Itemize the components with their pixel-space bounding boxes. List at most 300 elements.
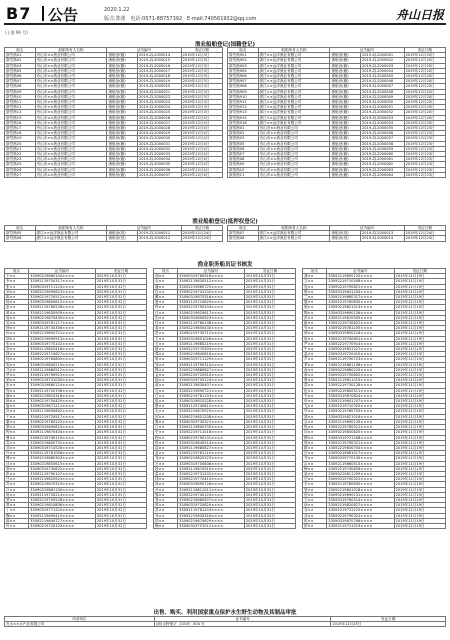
- table-cell: 渔船登(籍): [330, 105, 361, 110]
- table-cell: 2019-ZJ-2000023: [137, 100, 181, 105]
- col-header: 船名: [5, 48, 36, 53]
- table-cell: 2019年12月4日: [181, 167, 222, 172]
- table-cell: 33092119790107××××: [29, 471, 96, 476]
- table-cell: 2019年10月31日: [95, 383, 146, 388]
- table-cell: 2019年11月19日: [394, 373, 446, 378]
- table-cell: 浙岱渔26: [5, 167, 36, 172]
- table-cell: 2019-ZJ-2000017: [137, 68, 181, 73]
- table-cell: 2019年11月19日: [394, 492, 446, 497]
- table-cell: 2019年11月19日: [394, 482, 446, 487]
- table-cell: 33092119750214××××: [29, 492, 96, 497]
- table-cell: 2019-ZJ-2000064: [360, 172, 404, 177]
- table-cell: 路××: [303, 445, 327, 450]
- table-cell: 渔船登(籍): [107, 84, 138, 89]
- table-cell: 齐××: [303, 456, 327, 461]
- table-cell: 2019-ZJ-2000057: [360, 136, 404, 141]
- table-cell: 2019年10月31日: [95, 518, 146, 523]
- table-cell: 2019年10月31日: [244, 326, 295, 331]
- table-row: [228, 236, 446, 241]
- table-cell: 2019-ZJ-2000052: [360, 110, 404, 115]
- table-cell: 渔船登(籍): [107, 58, 138, 63]
- table-cell: 浙岱渔03: [5, 63, 36, 68]
- table-cell: 浙岱渔912: [228, 105, 259, 110]
- table-cell: 侯××: [154, 440, 178, 445]
- table-cell: 33092219731210××××: [327, 508, 394, 513]
- table-cell: 33092219850430××××: [178, 326, 245, 331]
- table-row: [228, 141, 446, 146]
- table-cell: 2019年10月31日: [244, 357, 295, 362]
- table-cell: 徐××: [5, 326, 29, 331]
- table-cell: 33090319711129××××: [178, 357, 245, 362]
- table-cell: 左××: [303, 497, 327, 502]
- table-cell: 毛××: [154, 409, 178, 414]
- table-cell: 33090219670319××××: [29, 482, 96, 487]
- table-cell: 2019年11月19日: [394, 336, 446, 341]
- table-cell: 乔××: [154, 513, 178, 518]
- table-cell: 2019年11月19日: [394, 399, 446, 404]
- table-cell: 33090219670430××××: [29, 315, 96, 320]
- table-cell: 2019年10月31日: [244, 461, 295, 466]
- table-cell: 2019年12月23日: [404, 157, 445, 162]
- table-cell: 舟山市××渔业有限公司: [35, 68, 107, 73]
- table-cell: 2019年11月19日: [394, 300, 446, 305]
- table-cell: 苏××: [5, 482, 29, 487]
- table-cell: 33090319670824××××: [327, 393, 394, 398]
- table-cell: 2019年12月20日: [404, 63, 445, 68]
- table-cell: 尹××: [154, 487, 178, 492]
- table-cell: 33092119690410××××: [29, 513, 96, 518]
- crew-table-3: [302, 268, 446, 529]
- table-row: [5, 105, 223, 110]
- table-cell: 2019年11月19日: [394, 461, 446, 466]
- table-cell: 33090319840514××××: [178, 440, 245, 445]
- table-cell: 渔船登(籍): [330, 152, 361, 157]
- table-cell: 33092219830909××××: [29, 310, 96, 315]
- table-cell: 2019-ZJ-2000014: [360, 236, 404, 241]
- col-header: 发证日期: [404, 226, 445, 231]
- table-cell: 33092219730128××××: [327, 383, 394, 388]
- table-cell: 舟山××水产品有限公司: [5, 622, 155, 627]
- table-cell: 33092119781203××××: [178, 508, 245, 513]
- table-cell: 浙岱渔11: [5, 100, 36, 105]
- table-cell: 渔船登(籍): [330, 53, 361, 58]
- table-cell: 33090319760514××××: [327, 497, 394, 502]
- table-cell: 33090219681017××××: [327, 451, 394, 456]
- table-cell: 2019年12月4日: [181, 157, 222, 162]
- page-number: B7: [6, 4, 32, 23]
- table-cell: 33092219860627××××: [178, 367, 245, 372]
- table-cell: 渔船登(籍): [107, 136, 138, 141]
- table-cell: 唐××: [5, 404, 29, 409]
- table-cell: 2019-ZJ-2000014: [137, 53, 181, 58]
- table-cell: 浙岱渔01: [5, 53, 36, 58]
- table-cell: 2019-ZJ-2000032: [137, 146, 181, 151]
- table-cell: 33092219710508××××: [327, 279, 394, 284]
- table-cell: 2019年11月19日: [394, 409, 446, 414]
- table-cell: 浙普渔05: [228, 141, 259, 146]
- table-row: [5, 146, 223, 151]
- table-cell: 渔船登(籍): [330, 79, 361, 84]
- table-row: [5, 236, 223, 241]
- table-cell: 33090219831227××××: [327, 347, 394, 352]
- table-cell: 石××: [154, 341, 178, 346]
- table-cell: 刘××: [5, 289, 29, 294]
- table-cell: 33092119700708××××: [29, 388, 96, 393]
- table-cell: 33092119760228××××: [29, 305, 96, 310]
- table-cell: 崔××: [154, 399, 178, 404]
- table-cell: 浙普渔07: [228, 152, 259, 157]
- col-header: 船舶所有人名称: [258, 226, 330, 231]
- table-cell: 浙普渔08: [228, 157, 259, 162]
- table-cell: 2019年11月19日: [394, 279, 446, 284]
- table-cell: 渔船登(籍): [107, 63, 138, 68]
- table-cell: 2019年11月19日: [394, 513, 446, 518]
- table-cell: 浙江××远洋渔业有限公司: [258, 79, 330, 84]
- table-cell: 邓××: [5, 445, 29, 450]
- table-cell: 2019年12月3日: [181, 53, 222, 58]
- table-cell: 2019年10月31日: [244, 295, 295, 300]
- table-cell: 胡××: [5, 336, 29, 341]
- table-cell: 舟山市××渔业有限公司: [35, 146, 107, 151]
- table-cell: 2019-ZJ-2000048: [360, 89, 404, 94]
- table-cell: 2019-ZJ-2000049: [360, 94, 404, 99]
- table-row: [5, 115, 223, 120]
- table-cell: 浙江××远洋渔业有限公司: [35, 236, 107, 241]
- col-header: 证书编号: [330, 226, 404, 231]
- table-cell: 邹××: [154, 362, 178, 367]
- table-cell: 2019-ZJ-2000034: [137, 157, 181, 162]
- table-cell: 郑××: [5, 388, 29, 393]
- table-cell: 渔船登(籍): [330, 89, 361, 94]
- table-cell: 2019-ZJ-2000012: [137, 236, 181, 241]
- table-cell: 2019年10月31日: [95, 435, 146, 440]
- table-cell: 2019年12月20日: [404, 84, 445, 89]
- table-cell: 浙江××远洋渔业有限公司: [258, 110, 330, 115]
- table-cell: 33092119830407××××: [178, 383, 245, 388]
- table-cell: 33090219790131××××: [178, 435, 245, 440]
- table-cell: 2019年10月31日: [95, 388, 146, 393]
- table-cell: 舟山市××渔业有限公司: [35, 157, 107, 162]
- table-cell: 舟山市××渔业有限公司: [258, 126, 330, 131]
- table-cell: 潘××: [154, 284, 178, 289]
- table-cell: 赖××: [154, 523, 178, 528]
- table-cell: 2019年10月31日: [95, 347, 146, 352]
- table-cell: 33090319801026××××: [178, 336, 245, 341]
- table-cell: 2019年10月31日: [244, 279, 295, 284]
- table-cell: 2019年10月31日: [95, 274, 146, 279]
- table-cell: 2019年10月31日: [95, 331, 146, 336]
- table-cell: 2019年12月3日: [181, 94, 222, 99]
- table-cell: 2019年12月20日: [404, 58, 445, 63]
- table-cell: 浙岱渔905: [228, 68, 259, 73]
- table-cell: 舟山市××渔业有限公司: [35, 110, 107, 115]
- table-cell: 2019年11月19日: [394, 383, 446, 388]
- table-cell: 许××: [5, 451, 29, 456]
- table-cell: 浙岱渔07: [5, 79, 36, 84]
- table-cell: 浙江××远洋渔业有限公司: [258, 115, 330, 120]
- table-cell: 浙岱渔18: [5, 131, 36, 136]
- masthead-info-line2: [104, 15, 257, 22]
- table-cell: 浙岱渔15: [5, 115, 36, 120]
- table-cell: 2019年11月19日: [394, 456, 446, 461]
- table-cell: 2019年10月31日: [95, 471, 146, 476]
- table-cell: 吕××: [5, 477, 29, 482]
- table-cell: 33092119761008××××: [29, 451, 96, 456]
- table-cell: 33090319690923××××: [178, 315, 245, 320]
- table-cell: 2019年10月31日: [244, 388, 295, 393]
- table-cell: 33092119790321××××: [327, 440, 394, 445]
- table-row: [5, 53, 223, 58]
- table-cell: 黄××: [5, 310, 29, 315]
- table-cell: 33090219851208××××: [178, 414, 245, 419]
- table-cell: 33092219790923××××: [29, 373, 96, 378]
- table-cell: 曹××: [5, 435, 29, 440]
- table-row: [5, 141, 223, 146]
- table-cell: 魏××: [5, 513, 29, 518]
- table-cell: 祝××: [303, 492, 327, 497]
- table-cell: 渔船登(籍): [330, 172, 361, 177]
- table-cell: 2019-ZJ-2000013: [360, 231, 404, 236]
- table-row: [228, 167, 446, 172]
- table-cell: 浙岱渔903: [228, 63, 259, 68]
- table-cell: 33090319780918××××: [178, 274, 245, 279]
- masthead-divider: [42, 6, 44, 21]
- table-cell: 2019年10月31日: [244, 487, 295, 492]
- table-cell: 2019年11月19日: [394, 289, 446, 294]
- registration-table-left: [4, 47, 223, 178]
- table-cell: 浙江××远洋渔业有限公司: [258, 105, 330, 110]
- table-cell: 钟××: [154, 305, 178, 310]
- table-cell: 2019年10月31日: [244, 289, 295, 294]
- table-cell: 2019-ZJ-2000044: [360, 68, 404, 73]
- table-cell: 33092119800705××××: [178, 425, 245, 430]
- table-cell: 33092119760108××××: [178, 321, 245, 326]
- table-cell: 2019年12月23日: [404, 131, 445, 136]
- table-cell: 33090319700606××××: [178, 461, 245, 466]
- table-cell: 浙岱渔907: [228, 79, 259, 84]
- table-cell: 2019年11月19日: [394, 471, 446, 476]
- col-header: 船舶所有人名称: [258, 48, 330, 53]
- table-cell: 2019年12月23日: [404, 172, 445, 177]
- table-cell: 焦××: [303, 425, 327, 430]
- table-cell: 2019-ZJ-2000037: [137, 172, 181, 177]
- col-header: 证书编号: [154, 617, 330, 622]
- table-cell: 渔船登(籍): [107, 94, 138, 99]
- table-cell: 姜××: [154, 326, 178, 331]
- table-cell: 李××: [5, 279, 29, 284]
- table-cell: 渔船登(籍): [330, 94, 361, 99]
- table-cell: 邢××: [303, 440, 327, 445]
- table-cell: 2019年10月31日: [244, 310, 295, 315]
- table-cell: 33090219800511××××: [327, 388, 394, 393]
- table-cell: 2019年10月31日: [244, 419, 295, 424]
- table-cell: (浙)水野保字〔2019〕004 号: [154, 622, 330, 627]
- table-cell: 33090319730321××××: [178, 419, 245, 424]
- table-cell: 2019年10月31日: [244, 508, 295, 513]
- table-cell: 2019年10月31日: [244, 404, 295, 409]
- table-cell: 渔船登(籍): [107, 100, 138, 105]
- table-cell: 2019年10月31日: [95, 482, 146, 487]
- table-cell: 2019年11月19日: [394, 487, 446, 492]
- table-cell: 33092219740124××××: [178, 492, 245, 497]
- table-cell: 2019年10月31日: [244, 503, 295, 508]
- table-cell: 朱××: [5, 341, 29, 346]
- table-cell: 2019年12月3日: [181, 84, 222, 89]
- table-cell: 2019年10月31日: [95, 295, 146, 300]
- table-cell: 33090219750429××××: [29, 399, 96, 404]
- col-header: 船舶所有人名称: [35, 226, 107, 231]
- table-cell: 2019年10月31日: [95, 425, 146, 430]
- table-cell: 33090219760805××××: [29, 357, 96, 362]
- table-row: [228, 110, 446, 115]
- table-cell: 33090319850218××××: [327, 331, 394, 336]
- table-cell: 赵××: [5, 305, 29, 310]
- table-cell: 33090319751012××××: [178, 523, 245, 528]
- col-header: 证书编号: [107, 48, 181, 53]
- table-cell: 渔船登(抵): [107, 236, 138, 241]
- table-cell: 33090219780225××××: [29, 419, 96, 424]
- table-cell: 2019年12月4日: [181, 162, 222, 167]
- table-cell: 33092119860513××××: [327, 461, 394, 466]
- table-row: [5, 131, 223, 136]
- table-cell: 时××: [303, 518, 327, 523]
- table-cell: 龚××: [303, 274, 327, 279]
- table-cell: 33092119820827××××: [327, 503, 394, 508]
- table-cell: 周××: [5, 315, 29, 320]
- table-cell: 33092119870509××××: [327, 315, 394, 320]
- table-cell: 傅××: [5, 456, 29, 461]
- table-cell: 渔船登(籍): [107, 68, 138, 73]
- table-cell: 浙江××远洋渔业有限公司: [258, 63, 330, 68]
- table-cell: 33090319690728××××: [178, 482, 245, 487]
- col-header: 姓名: [5, 269, 29, 274]
- table-cell: 33090219820223××××: [178, 456, 245, 461]
- table-cell: 33092219690823××××: [29, 289, 96, 294]
- table-cell: 浙普渔02: [228, 131, 259, 136]
- table-cell: 丁××: [5, 508, 29, 513]
- table-cell: 2019-ZJ-2000031: [137, 141, 181, 146]
- table-cell: 2019年11月19日: [394, 295, 446, 300]
- table-cell: 2019年11月19日: [394, 466, 446, 471]
- table-cell: 渔船登(籍): [330, 131, 361, 136]
- table-cell: 2019年11月19日: [394, 445, 446, 450]
- table-cell: 浙普渔09: [228, 162, 259, 167]
- table-cell: 舟山市××渔业有限公司: [35, 53, 107, 58]
- table-cell: 浙岱渔908: [228, 84, 259, 89]
- table-cell: 浙岱渔02: [5, 58, 36, 63]
- table-cell: 2019-ZJ-2000029: [137, 131, 181, 136]
- table-cell: 舟山市××渔业有限公司: [35, 74, 107, 79]
- table-cell: 2019-ZJ-2000016: [137, 63, 181, 68]
- table-cell: 2019年12月3日: [181, 68, 222, 73]
- table-cell: 廖××: [154, 357, 178, 362]
- table-cell: 梁××: [5, 378, 29, 383]
- table-cell: 倪××: [303, 336, 327, 341]
- table-cell: 33090319700322××××: [327, 477, 394, 482]
- table-cell: 渔船登(抵): [107, 231, 138, 236]
- table-cell: 33092219770503××××: [178, 347, 245, 352]
- table-row: [228, 231, 446, 236]
- table-cell: 33092119790723××××: [327, 357, 394, 362]
- table-cell: 2019年12月4日: [181, 131, 222, 136]
- table-row: [5, 94, 223, 99]
- table-cell: 浙江××远洋渔业有限公司: [35, 231, 107, 236]
- table-cell: 2019-ZJ-2000022: [137, 94, 181, 99]
- table-cell: 33092119680512××××: [29, 367, 96, 372]
- table-cell: 2019-ZJ-2000033: [137, 152, 181, 157]
- table-cell: 33092219841018××××: [327, 487, 394, 492]
- table-cell: 郭××: [5, 362, 29, 367]
- table-cell: 蒋××: [5, 492, 29, 497]
- table-row: [228, 131, 446, 136]
- table-cell: 舟山市××渔业有限公司: [35, 58, 107, 63]
- table-row: [228, 84, 446, 89]
- table-cell: 2019-ZJ-2000043: [360, 63, 404, 68]
- table-cell: 郝××: [154, 383, 178, 388]
- table-cell: 殷××: [303, 300, 327, 305]
- table-cell: 渔船登(籍): [330, 141, 361, 146]
- table-cell: 向××: [303, 430, 327, 435]
- table-cell: 33092119830602××××: [29, 409, 96, 414]
- table-cell: 浙岱渔906: [228, 74, 259, 79]
- table-cell: 柳××: [303, 435, 327, 440]
- table-cell: 2019-ZJ-2000045: [360, 74, 404, 79]
- table-cell: 浙江××远洋渔业有限公司: [258, 53, 330, 58]
- table-cell: 熊××: [154, 367, 178, 372]
- table-cell: 伍××: [303, 388, 327, 393]
- table-cell: 贺××: [154, 518, 178, 523]
- col-header: 证书编号: [330, 48, 404, 53]
- table-cell: 浙岱渔22: [5, 152, 36, 157]
- table-cell: 渔船登(籍): [330, 84, 361, 89]
- table-cell: 2019年10月31日: [95, 367, 146, 372]
- table-cell: 33092119870919××××: [178, 466, 245, 471]
- table-cell: 33090219800731××××: [29, 440, 96, 445]
- table-cell: 渔船登(籍): [107, 146, 138, 151]
- table-cell: 舟山市××渔业有限公司: [35, 162, 107, 167]
- table-cell: 33092119841207××××: [327, 399, 394, 404]
- table-row: [228, 58, 446, 63]
- table-cell: 33092119811015××××: [327, 378, 394, 383]
- table-cell: 浙岱渔902: [228, 58, 259, 63]
- table-cell: 2019年12月3日: [181, 74, 222, 79]
- table-cell: 33090319821016××××: [327, 414, 394, 419]
- table-cell: 33092219830316××××: [178, 513, 245, 518]
- table-cell: 舟山市××渔业有限公司: [258, 172, 330, 177]
- table-cell: 2019年10月31日: [95, 508, 146, 513]
- table-cell: 33090319770130××××: [327, 456, 394, 461]
- col-header: 船舶所有人名称: [35, 48, 107, 53]
- table-row: [5, 162, 223, 167]
- table-cell: 浙江××远洋渔业有限公司: [258, 84, 330, 89]
- table-cell: 易××: [154, 497, 178, 502]
- table-cell: 33090219840816××××: [178, 352, 245, 357]
- table-cell: 万××: [154, 461, 178, 466]
- table-cell: 浙岱渔06: [5, 236, 36, 241]
- table-row: [5, 523, 147, 528]
- table-cell: 2019年12月20日: [404, 115, 445, 120]
- table-cell: 33092219840727××××: [29, 518, 96, 523]
- table-cell: 舟山市××渔业有限公司: [35, 84, 107, 89]
- table-cell: 33090319841204××××: [327, 289, 394, 294]
- table-cell: 33092219720917××××: [29, 414, 96, 419]
- table-cell: 康××: [154, 404, 178, 409]
- table-cell: 2019年12月25日: [331, 622, 446, 627]
- table-cell: 33090219850825××××: [327, 430, 394, 435]
- table-cell: 史××: [154, 430, 178, 435]
- table-cell: 辛××: [303, 482, 327, 487]
- table-cell: 牛××: [303, 347, 327, 352]
